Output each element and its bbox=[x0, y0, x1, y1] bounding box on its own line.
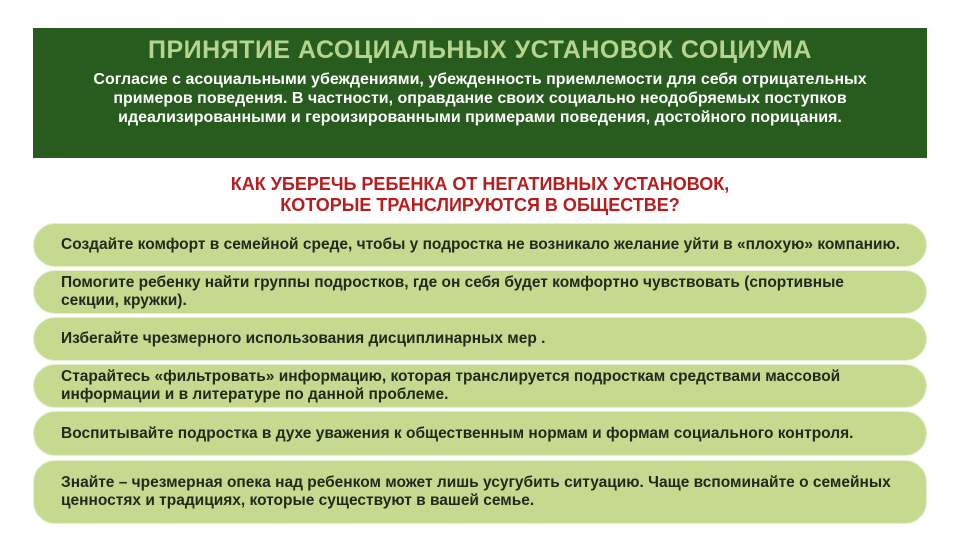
question-line-2: КОТОРЫЕ ТРАНСЛИРУЮТСЯ В ОБЩЕСТВЕ? bbox=[280, 195, 680, 215]
header-box bbox=[33, 28, 927, 158]
tip-text-5: Воспитывайте подростка в духе уважения к общественным нормам и формам социального контроля. bbox=[61, 424, 854, 442]
tip-item-6 bbox=[33, 460, 927, 524]
tip-text-4: Старайтесь «фильтровать» информацию, которая транслируется подросткам средствами массовой информации и в литературе по данной проблеме. bbox=[61, 368, 841, 403]
tip-item-4 bbox=[33, 364, 927, 408]
tip-item-1 bbox=[33, 223, 927, 267]
question-heading bbox=[33, 174, 927, 216]
slide-title: ПРИНЯТИЕ АСОЦИАЛЬНЫХ УСТАНОВОК СОЦИУМА bbox=[148, 36, 812, 64]
tip-text-2: Помогите ребенку найти группы подростков, где он себя будет комфортно чувствовать (спортивные секции, кружки). bbox=[61, 274, 844, 309]
tip-item-5 bbox=[33, 411, 927, 456]
tip-text-1: Создайте комфорт в семейной среде, чтобы у подростка не возникало желание уйти в «плохую» компанию. bbox=[61, 236, 901, 253]
tip-item-3 bbox=[33, 317, 927, 361]
question-line-1: КАК УБЕРЕЧЬ РЕБЕНКА ОТ НЕГАТИВНЫХ УСТАНОВОК, bbox=[230, 174, 730, 194]
slide-description: Согласие с асоциальными убеждениями, убежденность приемлемости для себя отрицательных примеров поведения. В частности, оправдание своих социально неодобряемых поступков идеализированными и героизированными примерами поведения, достойного порицания. bbox=[93, 71, 867, 126]
tip-text-6: Знайте – чрезмерная опека над ребенком может лишь усугубить ситуацию. Чаще вспоминайте о семейных ценностях и традициях, которые существуют в вашей семье. bbox=[61, 474, 891, 509]
tip-text-3: Избегайте чрезмерного использования дисциплинарных мер . bbox=[61, 330, 546, 347]
tip-item-2 bbox=[33, 270, 927, 314]
